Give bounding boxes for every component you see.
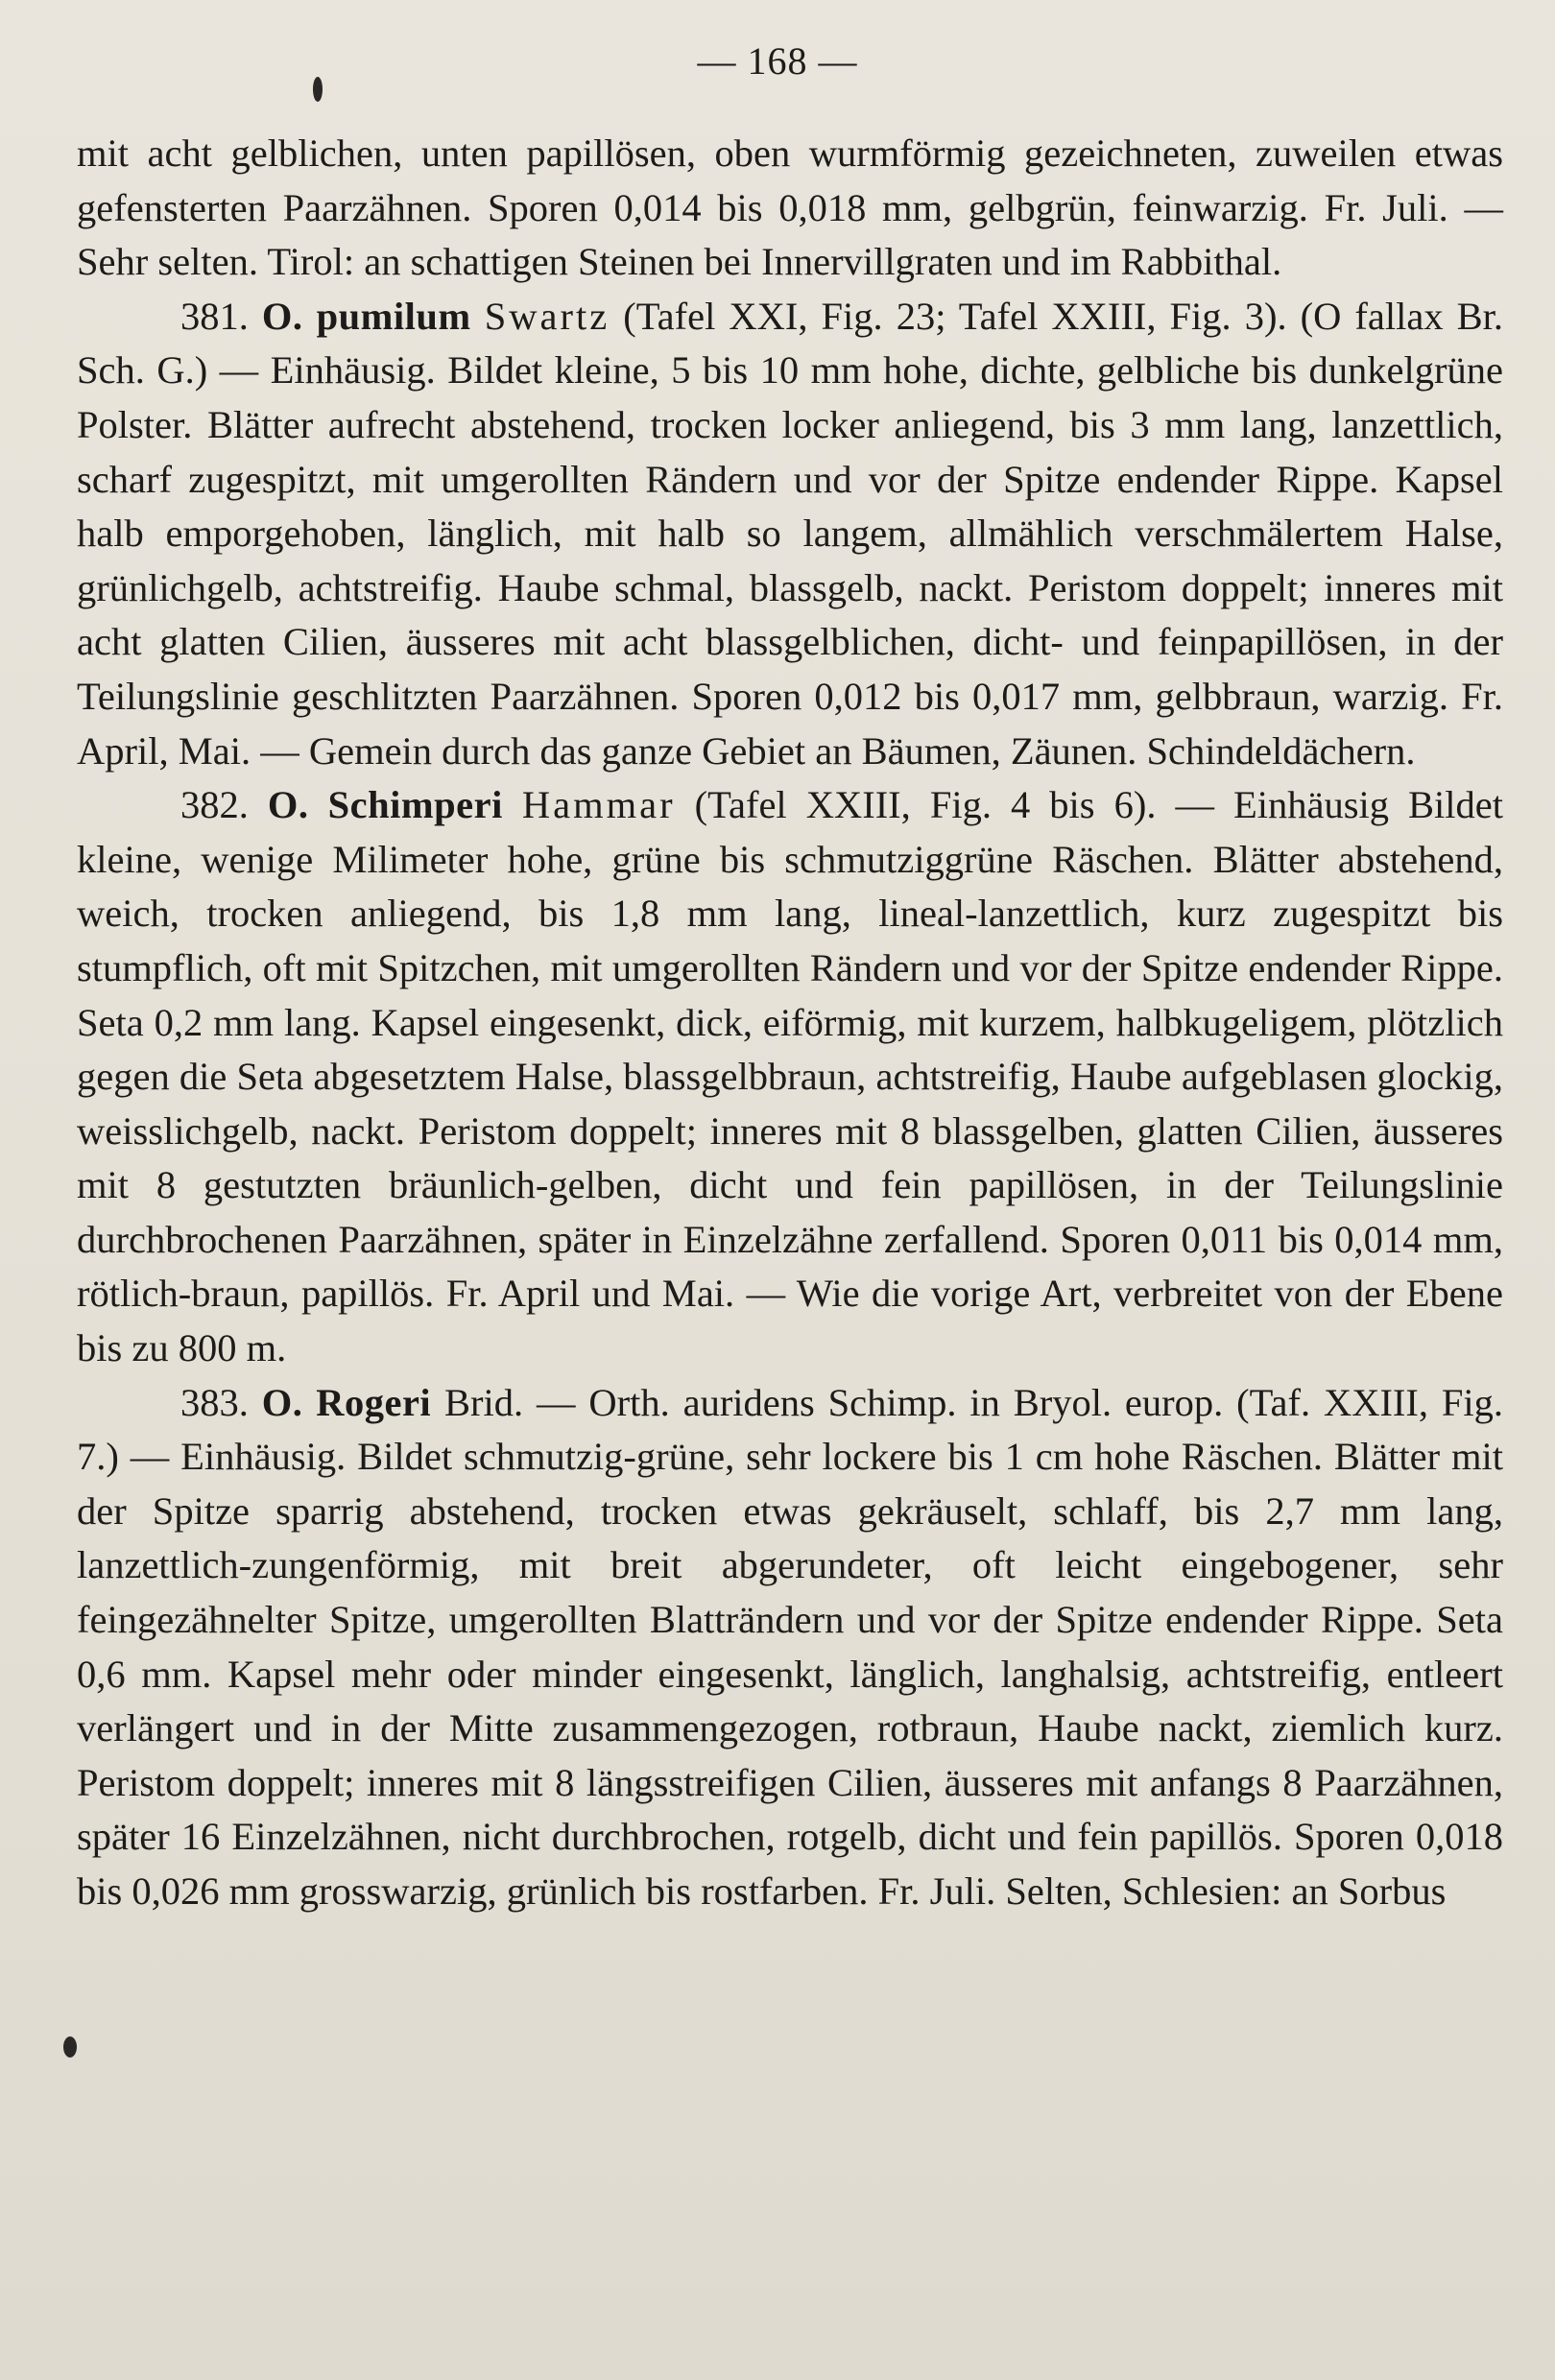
species-author: Brid. [444, 1380, 524, 1424]
species-name: Rogeri [316, 1380, 432, 1424]
entry-382 [77, 778, 1503, 1376]
continuation-paragraph: mit acht gelblichen, unten papillösen, oben wurmförmig gezeichneten, zuweilen etwas gefensterten Paarzähnen. Sporen 0,014 bis 0,018 mm, gelbgrün, feinwarzig. Fr. Juli. — Sehr selten. Tirol: an schattigen Steinen bei Innervillgraten und im Rabbithal. [77, 131, 1503, 284]
species-name: pumilum [316, 294, 471, 338]
entry-number: 381. [180, 294, 249, 338]
entry-number: 383. [180, 1380, 249, 1424]
ink-blot-left [63, 2036, 77, 2058]
entry-description: (Tafel XXIII, Fig. 4 bis 6). — Einhäusig Bildet kleine, wenige Milimeter hohe, grüne bis schmutziggrüne Räschen. Blätter abstehend, weich, trocken anliegend, bis 1,8 mm lang, lineal-lanzettlich, kurz zugespitzt bis stumpflich, oft mit Spitzchen, mit umgerollten Rändern und vor der Spitze endender Rippe. Seta 0,2 mm lang. Kapsel eingesenkt, dick, eiförmig, mit kurzem, halbkugeligem, plötzlich gegen die Seta abgesetztem Halse, blassgelbbraun, achtstreifig, Haube aufgeblasen glockig, weisslichgelb, nackt. Peristom doppelt; inneres mit 8 blassgelben, glatten Cilien, äusseres mit 8 gestutzten bräunlich-gelben, dicht und fein papillösen, in der Teilungslinie durchbrochenen Paarzähnen, später in Einzelzähne zerfallend. Sporen 0,011 bis 0,014 mm, rötlich-braun, papillös. Fr. April und Mai. — Wie die vorige Art, verbreitet von der Ebene bis zu 800 m. [77, 783, 1504, 1370]
species-genus: O. [267, 783, 309, 827]
species-author: Swartz [484, 294, 610, 338]
page-body [77, 127, 1503, 1919]
species-genus: O. [261, 1380, 303, 1424]
entry-number: 382. [180, 783, 249, 827]
entry-description: — Orth. auridens Schimp. in Bryol. europ. (Taf. XXIII, Fig. 7.) — Einhäusig. Bildet schmutzig-grüne, sehr lockere bis 1 cm hohe Räschen. Blätter mit der Spitze sparrig abstehend, trocken etwas gekräuselt, schlaff, bis 2,7 mm lang, lanzettlich-zungenförmig, mit breit abgerundeter, oft leicht eingebogener, sehr feingezähnelter Spitze, umgerollten Blatträndern und vor der Spitze endender Rippe. Seta 0,6 mm. Kapsel mehr oder minder eingesenkt, länglich, langhalsig, achtstreifig, entleert verlängert und in der Mitte zusammengezogen, rotbraun, Haube nackt, ziemlich kurz. Peristom doppelt; inneres mit 8 längsstreifigen Cilien, äusseres mit anfangs 8 Paarzähnen, später 16 Einzelzähnen, nicht durchbrochen, rotgelb, dicht und fein papillös. Sporen 0,018 bis 0,026 mm grosswarzig, grünlich bis rostfarben. Fr. Juli. Selten, Schlesien: an Sorbus [77, 1380, 1504, 1913]
entry-383 [77, 1376, 1503, 1919]
species-author: Hammar [521, 783, 676, 827]
species-genus: O. [261, 294, 303, 338]
entry-381 [77, 290, 1503, 778]
page-number: — 168 — [697, 39, 858, 83]
species-name: Schimperi [327, 783, 503, 827]
entry-description: (Tafel XXI, Fig. 23; Tafel XXIII, Fig. 3). (O fallax Br. Sch. G.) — Einhäusig. Bildet kleine, 5 bis 10 mm hohe, dichte, gelbliche bis dunkelgrüne Polster. Blätter aufrecht abstehend, trocken locker anliegend, bis 3 mm lang, lanzettlich, scharf zugespitzt, mit umgerollten Rändern und vor der Spitze endender Rippe. Kapsel halb emporgehoben, länglich, mit halb so langem, allmählich verschmälertem Halse, grünlichgelb, achtstreifig. Haube schmal, blassgelb, nackt. Peristom doppelt; inneres mit acht glatten Cilien, äusseres mit acht blassgelblichen, dicht- und feinpapillösen, in der Teilungslinie geschlitzten Paarzähnen. Sporen 0,012 bis 0,017 mm, gelbbraun, warzig. Fr. April, Mai. — Gemein durch das ganze Gebiet an Bäumen, Zäunen. Schindeldächern. [77, 294, 1504, 773]
